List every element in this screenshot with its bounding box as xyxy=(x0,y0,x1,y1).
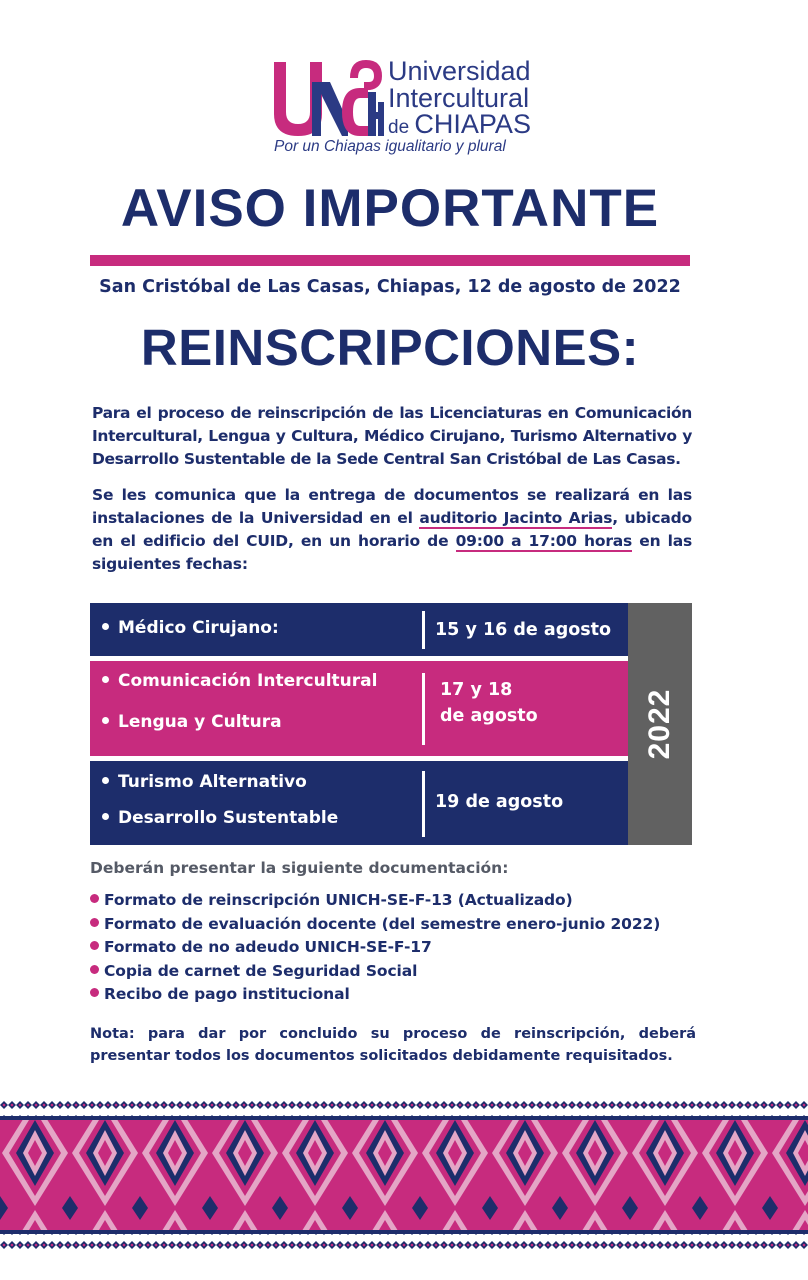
notice-place: auditorio Jacinto Arias xyxy=(419,509,613,527)
list-item xyxy=(90,936,710,960)
program-label: Comunicación Intercultural xyxy=(118,671,378,691)
notice-hours: 09:00 a 17:00 horas xyxy=(455,532,633,550)
date-line: de agosto xyxy=(440,706,538,726)
schedule-date xyxy=(435,789,563,815)
document-label: Formato de reinscripción UNICH-SE-F-13 (Actualizado) xyxy=(104,891,573,909)
bullet-icon xyxy=(90,894,99,903)
document-label: Copia de carnet de Seguridad Social xyxy=(104,961,418,980)
notice-text-1: Se les comunica que la entrega de documentos se realizará en las instalaciones de la Universidad en el xyxy=(92,486,692,527)
schedule-date xyxy=(440,677,538,729)
program-item xyxy=(102,712,282,732)
documents-heading: Deberán presentar la siguiente documentación: xyxy=(90,859,509,877)
page-title: AVISO IMPORTANTE xyxy=(120,179,660,238)
schedule-row xyxy=(90,661,628,756)
documents-list xyxy=(90,889,710,1007)
bullet-icon xyxy=(102,777,109,784)
schedule-row xyxy=(90,761,628,845)
list-item xyxy=(90,960,710,984)
bullet-icon xyxy=(90,988,99,997)
bullet-icon xyxy=(102,717,109,724)
program-label: Lengua y Cultura xyxy=(118,712,282,732)
date-line: 15 y 16 de agosto xyxy=(435,620,612,640)
program-item xyxy=(102,772,307,792)
program-item xyxy=(102,618,279,638)
date-line: 17 y 18 xyxy=(440,680,513,700)
list-item xyxy=(90,983,710,1007)
bullet-icon xyxy=(90,965,99,974)
bullet-icon xyxy=(102,676,109,683)
year-label: 2022 xyxy=(643,688,676,760)
notice-text-2: , ubicado en el edificio del CUID, en un horario de xyxy=(92,509,692,550)
notice-paragraph xyxy=(92,484,692,576)
bullet-icon xyxy=(90,918,99,927)
logo-text-line-2: Intercultural xyxy=(388,83,530,113)
schedule-date xyxy=(435,617,611,643)
date-line: 19 de agosto xyxy=(435,792,564,812)
schedule-row xyxy=(90,603,628,656)
bullet-icon xyxy=(102,623,109,630)
notice-text-3: en las siguientes fechas: xyxy=(92,532,692,573)
bullet-icon xyxy=(102,813,109,820)
program-label: Desarrollo Sustentable xyxy=(118,808,339,828)
unich-logo-mark-icon xyxy=(272,58,384,138)
logo-slogan: Por un Chiapas igualitario y plural xyxy=(274,138,506,155)
document-label: Formato de evaluación docente (del semestre enero-junio 2022) xyxy=(104,914,661,933)
row-separator xyxy=(422,673,425,745)
logo-text-line-1: Universidad xyxy=(388,56,531,86)
dateline: San Cristóbal de Las Casas, Chiapas, 12 de agosto de 2022 xyxy=(99,277,681,297)
document-label: Formato de no adeudo UNICH-SE-F-17 xyxy=(104,938,432,956)
bullet-icon xyxy=(90,941,99,950)
program-item xyxy=(102,671,377,691)
textile-pattern-band xyxy=(0,1098,808,1250)
title-divider xyxy=(90,255,690,266)
note-paragraph: Nota: para dar por concluido su proceso de reinscripción, deberá presentar todos los documentos solicitados debidamente requisitados. xyxy=(90,1026,696,1064)
year-column xyxy=(628,603,692,845)
document-label: Recibo de pago institucional xyxy=(104,985,350,1003)
intro-paragraph: Para el proceso de reinscripción de las Licenciaturas en Comunicación Intercultural, Lengua y Cultura, Médico Cirujano, Turismo Alternativo y Desarrollo Sustentable de la Sede Central San Cristóbal de Las Casas. xyxy=(92,404,692,468)
logo-text-prefix: de xyxy=(388,117,415,138)
row-separator xyxy=(422,611,425,649)
subtitle: REINSCRIPCIONES: xyxy=(140,319,640,376)
program-label: Médico Cirujano: xyxy=(118,618,279,638)
logo-text-chiapas: CHIAPAS xyxy=(414,109,531,139)
list-item xyxy=(90,889,710,913)
schedule-table xyxy=(90,603,692,845)
university-logo xyxy=(272,56,552,156)
list-item xyxy=(90,913,710,937)
row-separator xyxy=(422,771,425,837)
program-item xyxy=(102,808,338,828)
logo-text-line-3 xyxy=(388,111,531,141)
program-label: Turismo Alternativo xyxy=(118,772,307,792)
